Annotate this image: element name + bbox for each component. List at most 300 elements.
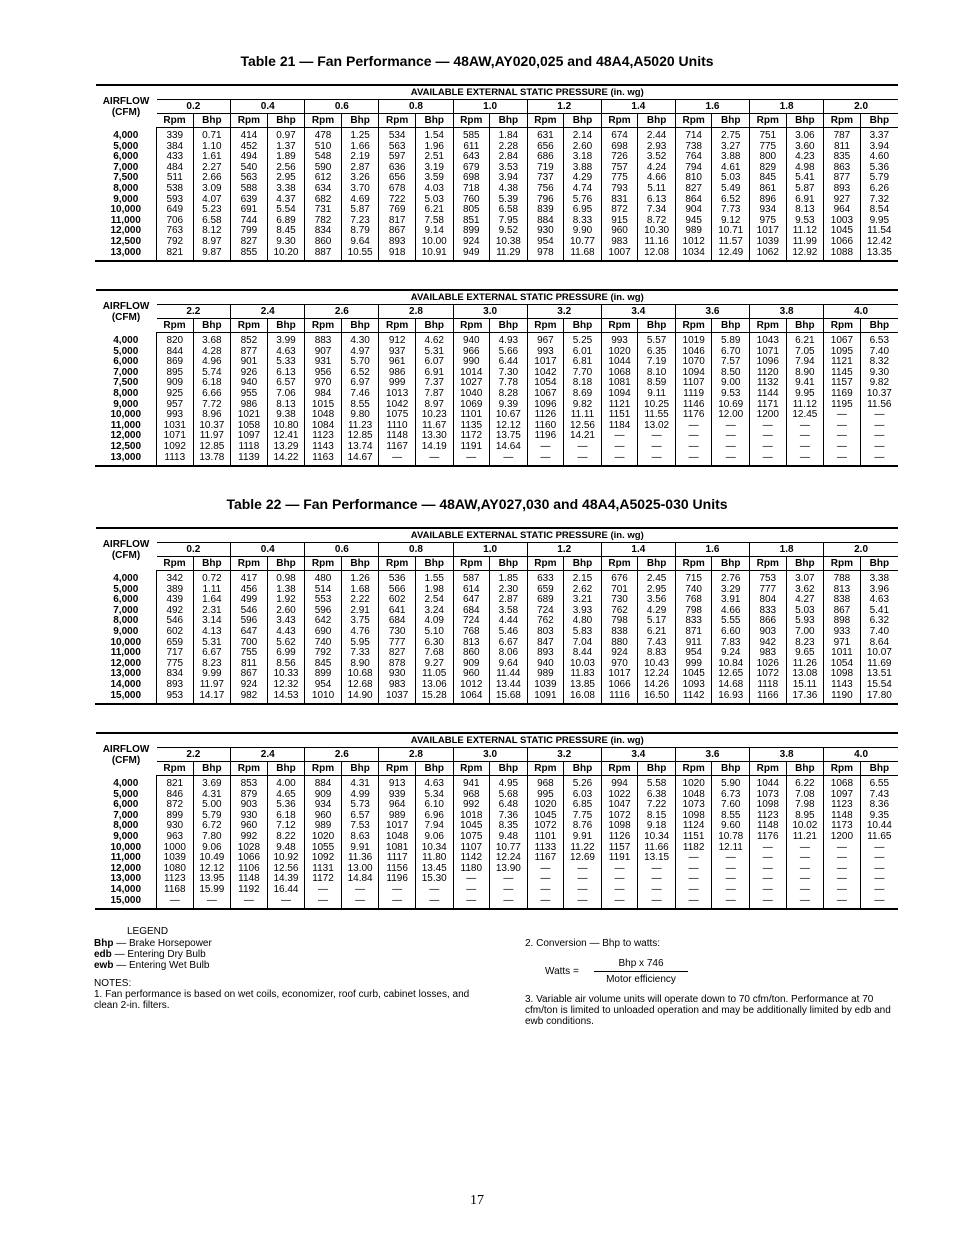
rpm-cell: — <box>675 853 712 864</box>
table-22-part-2 <box>95 732 898 910</box>
bhp-cell: 14.68 <box>712 680 750 691</box>
bhp-cell: 3.59 <box>415 173 453 184</box>
rpm-cell: — <box>601 431 638 442</box>
rpm-cell: 1192 <box>231 885 268 896</box>
rpm-cell: — <box>824 453 861 467</box>
bhp-header: Bhp <box>564 114 602 128</box>
rpm-header: Rpm <box>601 762 638 776</box>
bhp-cell: — <box>860 874 898 885</box>
rpm-cell: 899 <box>453 226 490 237</box>
bhp-cell: 4.29 <box>638 606 676 617</box>
bhp-header: Bhp <box>786 114 824 128</box>
bhp-header: Bhp <box>415 557 453 571</box>
rpm-cell: 678 <box>379 184 416 195</box>
rpm-cell: 682 <box>305 195 342 206</box>
legend-text: — Entering Wet Bulb <box>116 960 210 971</box>
rpm-header: Rpm <box>453 557 490 571</box>
bhp-cell: 3.94 <box>490 173 528 184</box>
bhp-cell: 11.68 <box>564 248 602 262</box>
rpm-cell: 884 <box>305 776 342 790</box>
bhp-cell: 6.03 <box>564 790 602 801</box>
pressure-header: 3.2 <box>527 748 601 762</box>
rpm-cell: — <box>750 442 787 453</box>
rpm-cell: 866 <box>750 616 787 627</box>
bhp-cell: 4.43 <box>267 627 305 638</box>
bhp-cell: 5.79 <box>860 173 898 184</box>
rpm-cell: 924 <box>453 237 490 248</box>
bhp-header: Bhp <box>564 557 602 571</box>
bhp-header: Bhp <box>490 114 528 128</box>
rpm-cell: — <box>675 421 712 432</box>
header-row-pressures <box>96 100 899 114</box>
airflow-cell: 5,000 <box>113 789 139 800</box>
rpm-cell: 726 <box>601 152 638 163</box>
rpm-cell: 777 <box>750 585 787 596</box>
table-row <box>96 453 899 467</box>
bhp-cell: 10.00 <box>415 237 453 248</box>
bhp-cell: 9.12 <box>712 216 750 227</box>
pressure-header: 3.0 <box>453 748 527 762</box>
rpm-cell: 871 <box>675 627 712 638</box>
rpm-cell: 878 <box>379 659 416 670</box>
bhp-cell: 1.84 <box>490 128 528 142</box>
pressure-header: 0.8 <box>379 543 453 557</box>
rpm-cell: 494 <box>231 152 268 163</box>
rpm-cell: 954 <box>527 237 564 248</box>
rpm-cell: 684 <box>379 616 416 627</box>
bhp-cell: 7.32 <box>860 195 898 206</box>
bhp-cell: 8.28 <box>490 389 528 400</box>
rpm-cell: 845 <box>305 659 342 670</box>
bhp-cell: — <box>638 453 676 467</box>
bhp-cell: — <box>786 442 824 453</box>
rpm-cell: 768 <box>453 627 490 638</box>
bhp-cell: 11.54 <box>860 226 898 237</box>
bhp-cell: 6.53 <box>860 333 898 347</box>
bhp-cell: — <box>638 885 676 896</box>
rpm-cell: 1200 <box>824 832 861 843</box>
rpm-cell: 796 <box>527 195 564 206</box>
rpm-cell: 1020 <box>305 832 342 843</box>
rpm-cell: 1107 <box>453 843 490 854</box>
rpm-cell: 954 <box>305 680 342 691</box>
rpm-cell: — <box>675 864 712 875</box>
pressure-header: 1.6 <box>675 100 749 114</box>
bhp-cell: 10.92 <box>267 853 305 864</box>
rpm-cell: 587 <box>453 571 490 585</box>
rpm-cell: 1020 <box>675 776 712 790</box>
rpm-cell: 1096 <box>750 357 787 368</box>
pressure-header: 2.2 <box>157 305 231 319</box>
rpm-header: Rpm <box>527 319 564 333</box>
airflow-header: AIRFLOW (CFM) <box>96 733 157 776</box>
bhp-cell: 4.74 <box>564 184 602 195</box>
bhp-cell: 10.71 <box>712 226 750 237</box>
rpm-cell: 934 <box>750 205 787 216</box>
rpm-cell: — <box>453 453 490 467</box>
bhp-cell: — <box>860 431 898 442</box>
bhp-cell: 4.93 <box>490 333 528 347</box>
bhp-cell: 8.06 <box>490 648 528 659</box>
rpm-cell: 510 <box>305 142 342 153</box>
rpm-cell: 775 <box>157 659 194 670</box>
bhp-cell: — <box>415 453 453 467</box>
rpm-cell: 851 <box>453 216 490 227</box>
bhp-cell: 6.21 <box>786 333 824 347</box>
rpm-cell: 869 <box>157 357 194 368</box>
bhp-cell: 7.98 <box>786 800 824 811</box>
rpm-cell: 904 <box>675 205 712 216</box>
table-row <box>96 152 899 163</box>
bhp-cell: 10.78 <box>712 832 750 843</box>
bhp-cell: 6.07 <box>415 357 453 368</box>
bhp-cell: 11.65 <box>860 832 898 843</box>
rpm-cell: 1101 <box>453 410 490 421</box>
rpm-cell: 993 <box>157 410 194 421</box>
airflow-cell: 7,000 <box>113 367 139 378</box>
rpm-cell: 602 <box>157 627 194 638</box>
rpm-header: Rpm <box>231 762 268 776</box>
table-row <box>96 811 899 822</box>
airflow-header: AIRFLOW (CFM) <box>96 85 157 128</box>
bhp-cell: 7.00 <box>786 627 824 638</box>
bhp-cell: 2.87 <box>490 595 528 606</box>
rpm-header: Rpm <box>157 557 194 571</box>
rpm-cell: 757 <box>601 163 638 174</box>
bhp-cell: 2.87 <box>341 163 379 174</box>
bhp-cell: 7.75 <box>564 811 602 822</box>
rpm-cell: 834 <box>157 669 194 680</box>
rpm-cell: 925 <box>157 389 194 400</box>
rpm-cell: — <box>750 896 787 910</box>
rpm-cell: 1017 <box>379 821 416 832</box>
bhp-cell: 1.66 <box>341 142 379 153</box>
rpm-cell: 798 <box>675 606 712 617</box>
rpm-cell: 867 <box>231 669 268 680</box>
airflow-cell: 9,000 <box>113 626 139 637</box>
table-row <box>96 378 899 389</box>
bhp-cell: 5.33 <box>267 357 305 368</box>
rpm-cell: 901 <box>231 357 268 368</box>
rpm-cell: 647 <box>453 595 490 606</box>
bhp-cell: 3.19 <box>415 163 453 174</box>
bhp-cell: 3.37 <box>860 128 898 142</box>
rpm-cell: 1075 <box>453 832 490 843</box>
bhp-cell: — <box>786 874 824 885</box>
pressure-header: 1.2 <box>527 100 601 114</box>
bhp-cell: 2.75 <box>712 128 750 142</box>
rpm-cell: 983 <box>601 237 638 248</box>
rpm-cell: 684 <box>453 606 490 617</box>
rpm-cell: 792 <box>305 648 342 659</box>
bhp-cell: 9.30 <box>267 237 305 248</box>
bhp-cell: 4.61 <box>712 163 750 174</box>
rpm-cell: 838 <box>824 595 861 606</box>
pressure-header: 2.4 <box>231 305 305 319</box>
bhp-cell: 9.18 <box>638 821 676 832</box>
bhp-cell: 5.03 <box>786 606 824 617</box>
rpm-cell: 833 <box>675 616 712 627</box>
table-bottom-rule-cell <box>96 466 899 467</box>
rpm-header: Rpm <box>675 762 712 776</box>
table-row <box>96 648 899 659</box>
rpm-cell: 1071 <box>157 431 194 442</box>
bhp-cell: — <box>712 896 750 910</box>
rpm-cell: 983 <box>379 680 416 691</box>
bhp-cell: 8.13 <box>267 400 305 411</box>
rpm-cell: 1143 <box>824 680 861 691</box>
rpm-cell: 643 <box>453 152 490 163</box>
rpm-cell: 1092 <box>157 442 194 453</box>
bhp-cell: — <box>564 442 602 453</box>
rpm-cell: 1095 <box>824 347 861 358</box>
rpm-cell: — <box>527 874 564 885</box>
rpm-cell: — <box>379 896 416 910</box>
bhp-cell: 11.16 <box>638 237 676 248</box>
bhp-cell: 5.73 <box>341 800 379 811</box>
rpm-cell: 611 <box>453 142 490 153</box>
rpm-cell: 762 <box>601 606 638 617</box>
formula-numerator: Bhp x 746 <box>618 958 664 969</box>
rpm-header: Rpm <box>824 319 861 333</box>
bhp-header: Bhp <box>193 114 231 128</box>
rpm-cell: — <box>824 853 861 864</box>
bhp-cell: 2.84 <box>490 152 528 163</box>
bhp-cell: 16.93 <box>712 691 750 705</box>
rpm-cell: 414 <box>231 128 268 142</box>
table-row <box>96 800 899 811</box>
bhp-cell: 13.74 <box>341 442 379 453</box>
rpm-cell: 898 <box>824 616 861 627</box>
rpm-cell: 1047 <box>601 800 638 811</box>
bhp-cell: 3.24 <box>415 606 453 617</box>
table-bottom-rule <box>96 704 899 705</box>
pressure-header: 3.4 <box>601 748 675 762</box>
rpm-cell: 899 <box>305 669 342 680</box>
bhp-cell: 7.33 <box>341 648 379 659</box>
bhp-cell: 6.57 <box>341 811 379 822</box>
bhp-cell: 7.95 <box>490 216 528 227</box>
bhp-cell: 13.29 <box>267 442 305 453</box>
rpm-cell: — <box>824 885 861 896</box>
rpm-cell: 714 <box>675 128 712 142</box>
rpm-cell: 1072 <box>527 821 564 832</box>
rpm-cell: 768 <box>675 595 712 606</box>
bhp-cell: 1.11 <box>193 585 231 596</box>
bhp-cell: 8.50 <box>712 368 750 379</box>
rpm-cell: 642 <box>305 616 342 627</box>
rpm-cell: 895 <box>157 368 194 379</box>
rpm-cell: 957 <box>157 400 194 411</box>
bhp-cell: 4.69 <box>341 195 379 206</box>
bhp-cell: 3.75 <box>341 616 379 627</box>
bhp-cell: 8.96 <box>193 410 231 421</box>
bhp-cell: 6.97 <box>341 378 379 389</box>
rpm-cell: — <box>601 864 638 875</box>
rpm-cell: 846 <box>157 790 194 801</box>
bhp-cell: 8.69 <box>564 389 602 400</box>
bhp-cell: 4.60 <box>860 152 898 163</box>
rpm-cell: 417 <box>231 571 268 585</box>
bhp-cell: 17.80 <box>860 691 898 705</box>
bhp-cell: — <box>860 453 898 467</box>
bhp-cell: 14.19 <box>415 442 453 453</box>
rpm-cell: 845 <box>750 173 787 184</box>
bhp-cell: 5.31 <box>193 638 231 649</box>
bhp-cell: 4.97 <box>341 347 379 358</box>
airflow-cell: 9,000 <box>113 831 139 842</box>
bhp-cell: 9.39 <box>490 400 528 411</box>
bhp-cell: 6.21 <box>415 205 453 216</box>
bhp-cell: 12.49 <box>712 248 750 262</box>
bhp-cell: 9.87 <box>193 248 231 262</box>
rpm-header: Rpm <box>379 319 416 333</box>
rpm-header: Rpm <box>157 319 194 333</box>
pressure-header: 3.2 <box>527 305 601 319</box>
rpm-cell: 1075 <box>379 410 416 421</box>
rpm-cell: 940 <box>453 333 490 347</box>
bhp-cell: 6.35 <box>638 347 676 358</box>
rpm-cell: 982 <box>231 691 268 705</box>
bhp-cell: 9.53 <box>712 389 750 400</box>
rpm-cell: 1070 <box>675 357 712 368</box>
bhp-cell: — <box>638 896 676 910</box>
table-bottom-rule-cell <box>96 261 899 262</box>
bhp-cell: 8.23 <box>193 659 231 670</box>
header-row-aesp <box>96 528 899 543</box>
rpm-cell: 860 <box>453 648 490 659</box>
bhp-cell: 5.90 <box>712 776 750 790</box>
rpm-header: Rpm <box>527 762 564 776</box>
rpm-cell: 960 <box>601 226 638 237</box>
bhp-cell: 3.09 <box>193 184 231 195</box>
bhp-cell: 9.35 <box>860 811 898 822</box>
bhp-cell: 9.38 <box>267 410 305 421</box>
rpm-cell: 803 <box>527 627 564 638</box>
airflow-cell: 5,000 <box>113 584 139 595</box>
bhp-cell: 9.82 <box>564 400 602 411</box>
rpm-cell: 1069 <box>453 400 490 411</box>
bhp-cell: 5.41 <box>860 606 898 617</box>
bhp-cell: 11.99 <box>786 237 824 248</box>
bhp-cell: 14.22 <box>267 453 305 467</box>
bhp-cell: 13.44 <box>490 680 528 691</box>
rpm-cell: 1084 <box>305 421 342 432</box>
header-row-units <box>96 319 899 333</box>
bhp-cell: 2.19 <box>341 152 379 163</box>
rpm-cell: 821 <box>157 776 194 790</box>
bhp-cell: 5.39 <box>490 195 528 206</box>
bhp-cell: 1.25 <box>341 128 379 142</box>
bhp-header: Bhp <box>712 319 750 333</box>
bhp-cell: 7.53 <box>341 821 379 832</box>
rpm-header: Rpm <box>379 762 416 776</box>
airflow-cell: 12,000 <box>110 226 142 237</box>
bhp-header: Bhp <box>638 762 676 776</box>
bhp-cell: 9.53 <box>786 216 824 227</box>
airflow-cell: 15,000 <box>110 895 142 906</box>
rpm-cell: 706 <box>157 216 194 227</box>
bhp-cell: 4.76 <box>341 627 379 638</box>
rpm-cell: 966 <box>453 347 490 358</box>
airflow-cell: 11,000 <box>110 853 141 864</box>
rpm-cell: — <box>750 874 787 885</box>
airflow-cell: 4,000 <box>113 777 139 789</box>
rpm-cell: 701 <box>601 585 638 596</box>
rpm-cell: 691 <box>231 205 268 216</box>
rpm-cell: 1012 <box>675 237 712 248</box>
rpm-cell: — <box>157 896 194 910</box>
table-row <box>96 776 899 790</box>
rpm-cell: 970 <box>305 378 342 389</box>
rpm-cell: 439 <box>157 595 194 606</box>
rpm-cell: 763 <box>157 226 194 237</box>
rpm-cell: 961 <box>379 357 416 368</box>
rpm-cell: 1028 <box>231 843 268 854</box>
rpm-cell: 1168 <box>157 885 194 896</box>
bhp-cell: 9.82 <box>860 378 898 389</box>
rpm-cell: 1096 <box>527 400 564 411</box>
table-row <box>96 571 899 585</box>
bhp-cell: 3.14 <box>193 616 231 627</box>
bhp-cell: 1.38 <box>267 585 305 596</box>
bhp-header: Bhp <box>712 114 750 128</box>
bhp-header: Bhp <box>564 762 602 776</box>
rpm-cell: 1119 <box>675 389 712 400</box>
table-row <box>96 885 899 896</box>
bhp-header: Bhp <box>267 319 305 333</box>
bhp-cell: 8.97 <box>415 400 453 411</box>
bhp-cell: 5.83 <box>564 627 602 638</box>
bhp-cell: 5.58 <box>638 776 676 790</box>
rpm-cell: 896 <box>750 195 787 206</box>
rpm-cell: — <box>675 442 712 453</box>
rpm-cell: 863 <box>824 163 861 174</box>
bhp-cell: — <box>638 874 676 885</box>
bhp-cell: 8.13 <box>786 205 824 216</box>
rpm-cell: 1145 <box>824 368 861 379</box>
rpm-cell: 788 <box>824 571 861 585</box>
bhp-cell: 6.81 <box>564 357 602 368</box>
bhp-cell: 11.21 <box>786 832 824 843</box>
pressure-header: 4.0 <box>824 305 898 319</box>
bhp-cell: 13.02 <box>638 421 676 432</box>
rpm-cell: 855 <box>231 248 268 262</box>
bhp-cell: 5.57 <box>638 333 676 347</box>
rpm-cell: 989 <box>305 821 342 832</box>
bhp-cell: 13.15 <box>638 853 676 864</box>
rpm-cell: 970 <box>601 659 638 670</box>
bhp-cell: 2.93 <box>638 142 676 153</box>
bhp-cell: 10.91 <box>415 248 453 262</box>
bhp-cell: — <box>786 864 824 875</box>
bhp-cell: 8.55 <box>712 811 750 822</box>
airflow-cell: 11,000 <box>110 648 141 659</box>
bhp-cell: 11.67 <box>415 421 453 432</box>
rpm-cell: 384 <box>157 142 194 153</box>
bhp-cell: 2.91 <box>341 606 379 617</box>
bhp-cell: 5.10 <box>415 627 453 638</box>
bhp-cell: 6.21 <box>638 627 676 638</box>
rpm-header: Rpm <box>305 557 342 571</box>
bhp-cell: 8.97 <box>193 237 231 248</box>
bhp-header: Bhp <box>415 319 453 333</box>
bhp-cell: — <box>490 896 528 910</box>
bhp-cell: 6.48 <box>490 800 528 811</box>
airflow-cell: 8,000 <box>113 183 139 194</box>
pressure-header: 3.4 <box>601 305 675 319</box>
bhp-cell: — <box>564 885 602 896</box>
